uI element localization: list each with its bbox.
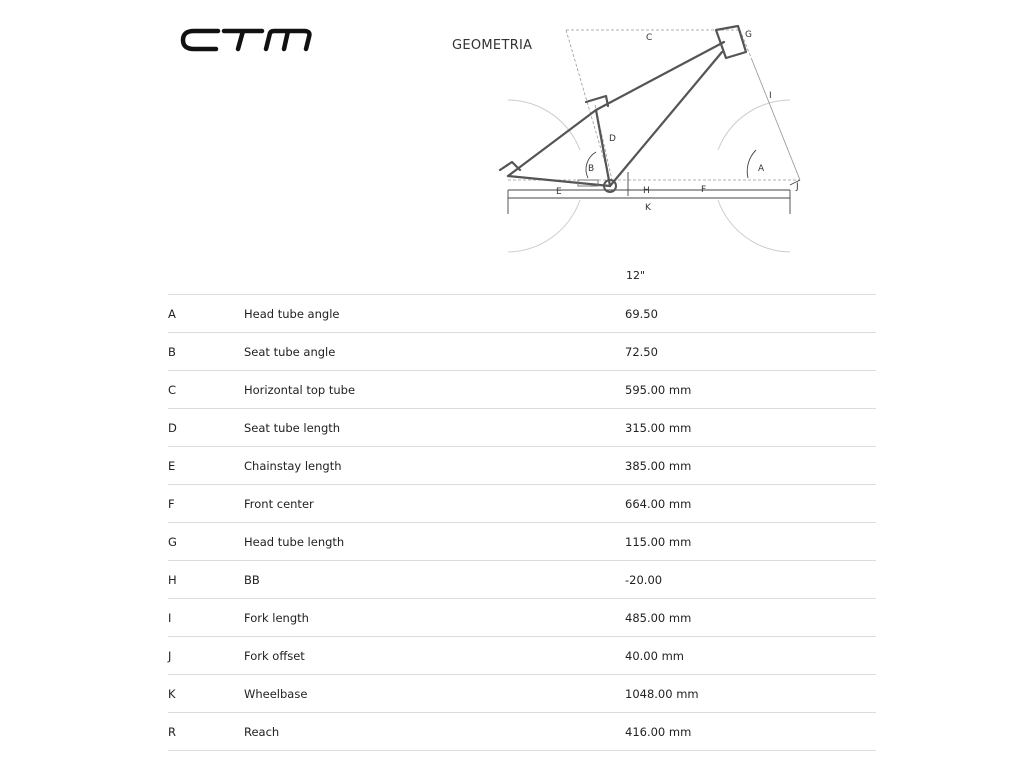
row-label: Fork length xyxy=(244,611,309,625)
row-label: Fork offset xyxy=(244,649,305,663)
row-value: 72.50 xyxy=(625,345,658,359)
front-wheel-arc-bottom xyxy=(718,200,790,252)
ctm-logo xyxy=(180,28,314,52)
chainstay xyxy=(508,176,610,186)
table-row xyxy=(168,484,876,522)
table-row xyxy=(168,408,876,446)
geometry-diagram xyxy=(490,15,830,260)
page-title: GEOMETRIA xyxy=(452,38,533,53)
row-letter: K xyxy=(168,687,176,701)
label-e: E xyxy=(556,187,562,197)
label-h: H xyxy=(643,186,650,196)
row-value: -20.00 xyxy=(625,573,663,587)
row-letter: G xyxy=(168,535,177,549)
row-letter: R xyxy=(168,725,176,739)
row-value: 595.00 mm xyxy=(625,383,692,397)
table-row xyxy=(168,446,876,484)
label-b: B xyxy=(588,164,595,174)
label-f: F xyxy=(701,185,707,195)
dim-a-arc xyxy=(747,150,756,178)
row-letter: H xyxy=(168,573,177,587)
row-label: Wheelbase xyxy=(244,687,308,701)
rear-wheel-arc-bottom xyxy=(508,200,580,252)
row-letter: E xyxy=(168,459,176,473)
row-value: 69.50 xyxy=(625,307,658,321)
top-tube xyxy=(508,42,724,176)
row-label: Head tube length xyxy=(244,535,345,549)
row-label: Reach xyxy=(244,725,280,739)
table-row xyxy=(168,560,876,598)
row-label: Seat tube length xyxy=(244,421,341,435)
table-row xyxy=(168,636,876,674)
rear-wheel-arc-top xyxy=(508,100,580,150)
row-value: 115.00 mm xyxy=(625,535,692,549)
table-row xyxy=(168,332,876,370)
table-row xyxy=(168,598,876,636)
label-i: I xyxy=(769,91,772,101)
label-c: C xyxy=(646,33,653,43)
row-value: 664.00 mm xyxy=(625,497,692,511)
row-letter: F xyxy=(168,497,175,511)
row-letter: C xyxy=(168,383,177,397)
table-row xyxy=(168,370,876,408)
row-label: Chainstay length xyxy=(244,459,342,473)
table-row xyxy=(168,712,876,751)
row-value: 485.00 mm xyxy=(625,611,692,625)
label-d: D xyxy=(609,134,616,144)
row-value: 1048.00 mm xyxy=(625,687,699,701)
table-row xyxy=(168,522,876,560)
row-label: Front center xyxy=(244,497,314,511)
row-letter: I xyxy=(168,611,172,625)
row-letter: A xyxy=(168,307,176,321)
row-value: 385.00 mm xyxy=(625,459,692,473)
table-row xyxy=(168,674,876,712)
label-a: A xyxy=(758,164,765,174)
geometry-table xyxy=(168,294,876,751)
label-j: J xyxy=(796,182,799,192)
row-value: 315.00 mm xyxy=(625,421,692,435)
label-g: G xyxy=(745,30,752,40)
row-letter: D xyxy=(168,421,177,435)
row-label: Horizontal top tube xyxy=(244,383,356,397)
row-value: 416.00 mm xyxy=(625,725,692,739)
front-wheel-arc-top xyxy=(718,100,790,150)
row-label: Head tube angle xyxy=(244,307,340,321)
row-value: 40.00 mm xyxy=(625,649,684,663)
size-column-header: 12" xyxy=(626,269,646,282)
row-letter: J xyxy=(168,649,172,663)
row-label: Seat tube angle xyxy=(244,345,336,359)
label-k: K xyxy=(645,203,651,213)
table-row xyxy=(168,294,876,332)
row-label: BB xyxy=(244,573,260,587)
seat-tube xyxy=(596,110,610,186)
row-letter: B xyxy=(168,345,176,359)
